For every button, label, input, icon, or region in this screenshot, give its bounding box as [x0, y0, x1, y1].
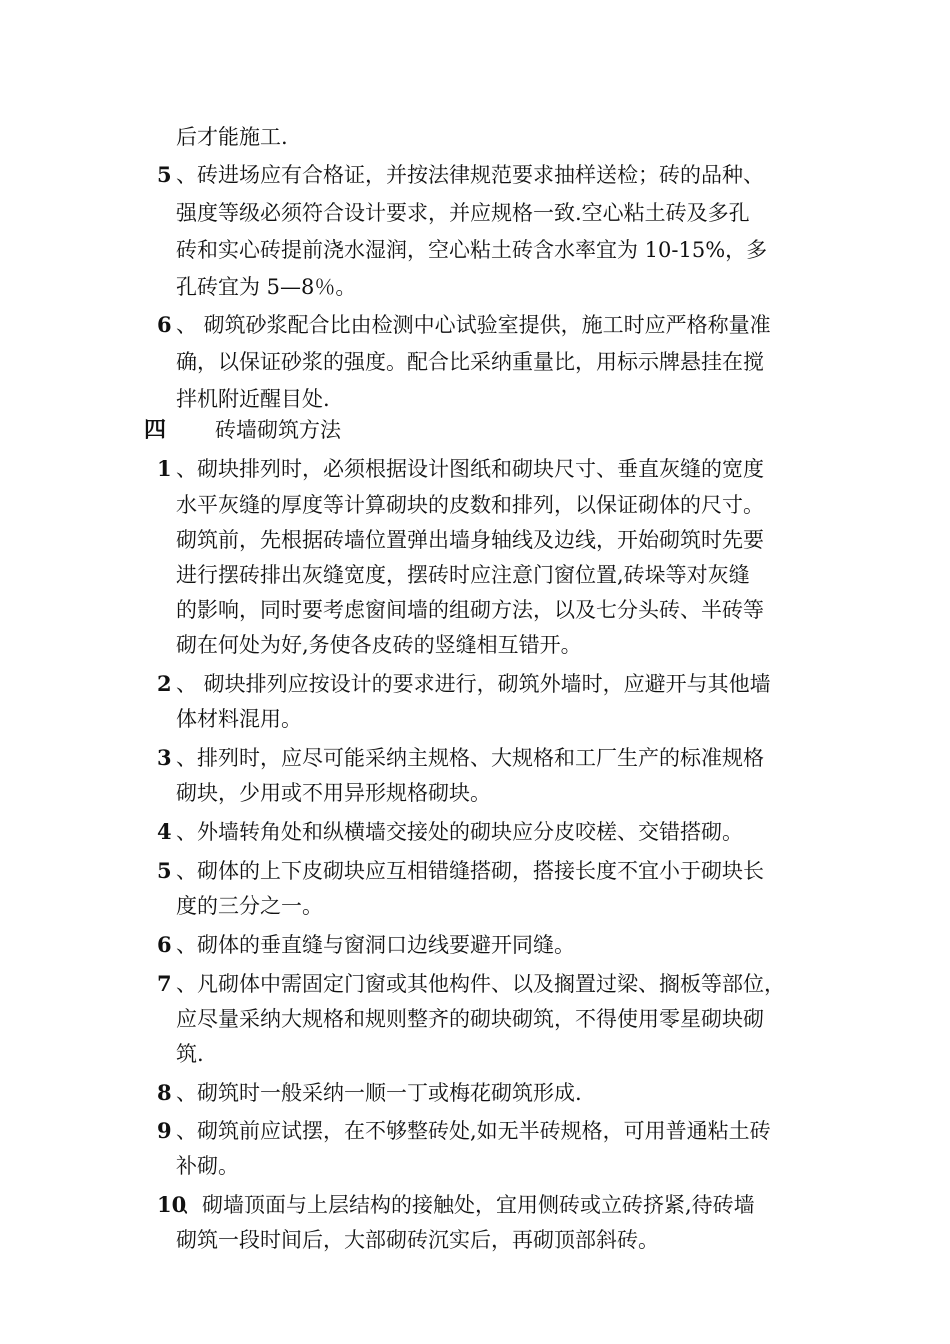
item-number: 4 [157, 819, 172, 844]
item-number: 6 [157, 932, 172, 957]
item-text-line: 、砌墙顶面与上层结构的接触处，宜用侧砖或立砖挤紧,待砖墙 [181, 1193, 755, 1217]
item-text-line: 、砌体的上下皮砌块应互相错缝搭砌，搭接长度不宜小于砌块长 [176, 859, 764, 883]
item-text-line: 孔砖宜为 5—8％。 [176, 275, 357, 299]
section-number: 四 [144, 417, 167, 443]
continuation-text: 后才能施工. [176, 125, 288, 149]
item-text-line: 、砌块排列时，必须根据设计图纸和砌块尺寸、垂直灰缝的宽度 [176, 457, 764, 481]
item-text-line: 应尽量采纳大规格和规则整齐的砌块砌筑，不得使用零星砌块砌 [176, 1007, 764, 1031]
item-text-line: 体材料混用。 [176, 707, 302, 731]
item-text-line: 筑. [176, 1042, 204, 1066]
item-text-line: 补砌。 [176, 1154, 239, 1178]
item-text-line: 、排列时，应尽可能采纳主规格、大规格和工厂生产的标准规格 [176, 746, 764, 770]
item-text-line: 、砌筑前应试摆，在不够整砖处,如无半砖规格，可用普通粘土砖 [176, 1119, 771, 1143]
item-text-line: 度的三分之一。 [176, 894, 323, 918]
item-text-line: 进行摆砖排出灰缝宽度，摆砖时应注意门窗位置,砖垛等对灰缝 [176, 563, 750, 587]
item-text-line: 砌筑一段时间后，大部砌砖沉实后，再砌顶部斜砖。 [176, 1228, 659, 1252]
section-title: 砖墙砌筑方法 [215, 418, 341, 442]
item-number: 2 [157, 671, 172, 696]
item-text-line: 拌机附近醒目处. [176, 387, 330, 411]
item-text-line: 砌筑前，先根据砖墙位置弹出墙身轴线及边线，开始砌筑时先要 [176, 528, 764, 552]
item-text-line: 强度等级必须符合设计要求，并应规格一致.空心粘土砖及多孔 [176, 201, 750, 225]
item-number: 5 [157, 858, 172, 883]
item-number: 5 [157, 162, 172, 187]
item-text-line: 砌在何处为好,务使各皮砖的竖缝相互错开。 [176, 633, 582, 657]
item-number: 1 [157, 456, 172, 481]
item-number: 10 [157, 1192, 187, 1217]
item-text-line: 水平灰缝的厚度等计算砌块的皮数和排列，以保证砌体的尺寸。 [176, 493, 764, 517]
item-number: 6 [157, 312, 172, 337]
item-text-line: 、外墙转角处和纵横墙交接处的砌块应分皮咬槎、交错搭砌。 [176, 820, 743, 844]
item-text-line: 砖和实心砖提前浇水湿润，空心粘土砖含水率宜为 10-15%，多 [176, 238, 768, 262]
item-text-line: 、凡砌体中需固定门窗或其他构件、以及搁置过梁、搁板等部位， [176, 972, 785, 996]
item-text-line: 、砌体的垂直缝与窗洞口边线要避开同缝。 [176, 933, 575, 957]
item-text-line: 砌块，少用或不用异形规格砌块。 [176, 781, 491, 805]
item-text-line: 确，以保证砂浆的强度。配合比采纳重量比，用标示牌悬挂在搅 [176, 350, 764, 374]
item-number: 9 [157, 1118, 172, 1143]
item-number: 8 [157, 1080, 172, 1105]
item-text-line: 、 砌块排列应按设计的要求进行，砌筑外墙时，应避开与其他墙 [176, 672, 771, 696]
item-number: 7 [157, 971, 172, 996]
item-number: 3 [157, 745, 172, 770]
item-text-line: 的影响，同时要考虑窗间墙的组砌方法，以及七分头砖、半砖等 [176, 598, 764, 622]
item-text-line: 、砌筑时一般采纳一顺一丁或梅花砌筑形成. [176, 1081, 582, 1105]
item-text-line: 、 砌筑砂浆配合比由检测中心试验室提供，施工时应严格称量准 [176, 313, 771, 337]
item-text-line: 、砖进场应有合格证，并按法律规范要求抽样送检；砖的品种、 [176, 163, 764, 187]
